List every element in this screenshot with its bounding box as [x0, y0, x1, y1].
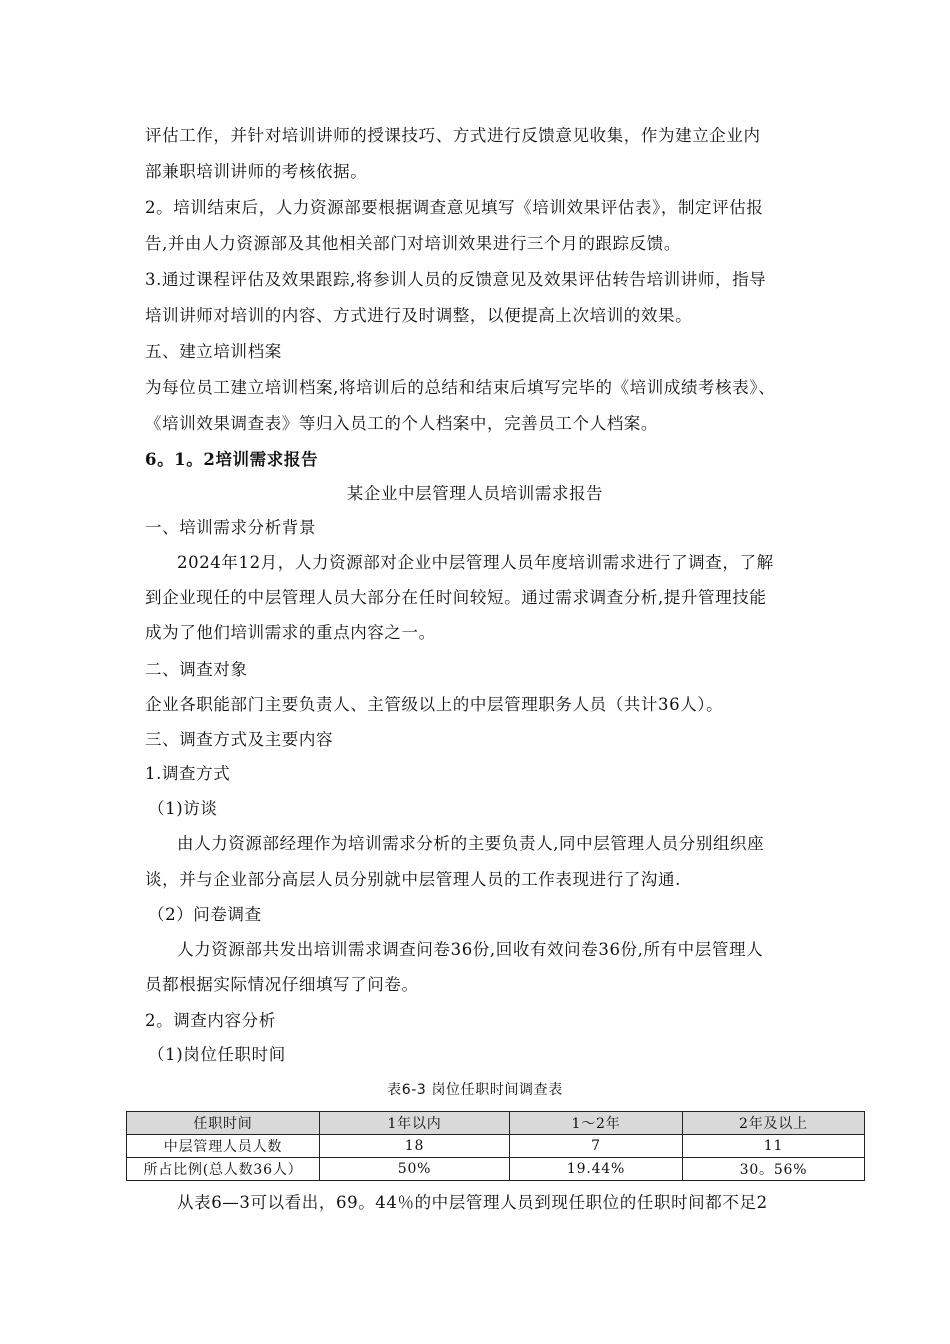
paragraph-line: 培训讲师对培训的内容、方式进行及时调整，以便提高上次培训的效果。 — [145, 306, 693, 325]
table-row — [127, 1135, 865, 1158]
table-header-cell: 2年及以上 — [683, 1112, 865, 1135]
paragraph-line: 到企业现任的中层管理人员大部分在任时间较短。通过需求调查分析,提升管理技能 — [145, 588, 767, 607]
paragraph-line: 2024年12月，人力资源部对企业中层管理人员年度培训需求进行了调查，了解 — [177, 553, 774, 572]
table-cell: 7 — [510, 1135, 683, 1158]
subsection-heading: （1)访谈 — [148, 799, 218, 818]
table-cell: 19.44% — [510, 1158, 683, 1181]
table-cell: 18 — [320, 1135, 510, 1158]
paragraph-line: 为每位员工建立培训档案,将培训后的总结和结束后填写完毕的《培训成绩考核表》、 — [145, 378, 776, 397]
subsection-heading: 1.调查方式 — [145, 764, 231, 783]
paragraph-line: 企业各职能部门主要负责人、主管级以上的中层管理职务人员（共计36人）。 — [145, 695, 724, 714]
paragraph-line: 告,并由人力资源部及其他相关部门对培训效果进行三个月的跟踪反馈。 — [145, 234, 681, 253]
paragraph-line: 评估工作，并针对培训讲师的授课技巧、方式进行反馈意见收集，作为建立企业内 — [145, 126, 761, 145]
paragraph-line: 由人力资源部经理作为培训需求分析的主要负责人,同中层管理人员分别组织座 — [177, 834, 765, 853]
section-heading: 一、培训需求分析背景 — [145, 518, 316, 537]
table-header-cell: 1年以内 — [320, 1112, 510, 1135]
subsection-heading: 2。调查内容分析 — [145, 1011, 276, 1030]
paragraph-line: 3.通过课程评估及效果跟踪,将参训人员的反馈意见及效果评估转告培训讲师，指导 — [145, 270, 767, 289]
table-header-cell: 任职时间 — [127, 1112, 320, 1135]
paragraph-line: 人力资源部共发出培训需求调查问卷36份,回收有效问卷36份,所有中层管理人 — [177, 940, 764, 959]
paragraph-line: 谈，并与企业部分高层人员分别就中层管理人员的工作表现进行了沟通. — [145, 870, 681, 889]
table-cell: 50% — [320, 1158, 510, 1181]
section-number-heading: 6。1。2培训需求报告 — [145, 450, 319, 469]
table-cell: 30。56% — [683, 1158, 865, 1181]
table-row — [127, 1158, 865, 1181]
subsection-heading: （1)岗位任职时间 — [148, 1045, 286, 1064]
section-heading: 五、建立培训档案 — [145, 342, 282, 361]
table-cell: 中层管理人员人数 — [127, 1135, 320, 1158]
report-title: 某企业中层管理人员培训需求报告 — [346, 484, 604, 503]
paragraph-line: 2。培训结束后，人力资源部要根据调查意见填写《培训效果评估表》，制定评估报 — [145, 198, 764, 217]
paragraph-line: 《培训效果调查表》等归入员工的个人档案中，完善员工个人档案。 — [145, 414, 658, 433]
table-header-row — [127, 1112, 865, 1135]
tenure-survey-table — [126, 1111, 865, 1181]
table-cell: 11 — [683, 1135, 865, 1158]
section-heading: 二、调查对象 — [145, 660, 248, 679]
table-header-cell: 1～2年 — [510, 1112, 683, 1135]
subsection-heading: （2）问卷调查 — [148, 905, 262, 924]
table-cell: 所占比例(总人数36人） — [127, 1158, 320, 1181]
table-caption: 表6-3 岗位任职时间调查表 — [387, 1082, 563, 1098]
paragraph-line: 部兼职培训讲师的考核依据。 — [145, 162, 368, 181]
section-heading: 三、调查方式及主要内容 — [145, 730, 334, 749]
paragraph-line: 从表6—3可以看出，69。44％的中层管理人员到现任职位的任职时间都不足2 — [177, 1193, 768, 1212]
paragraph-line: 成为了他们培训需求的重点内容之一。 — [145, 623, 436, 642]
paragraph-line: 员都根据实际情况仔细填写了问卷。 — [145, 975, 419, 994]
